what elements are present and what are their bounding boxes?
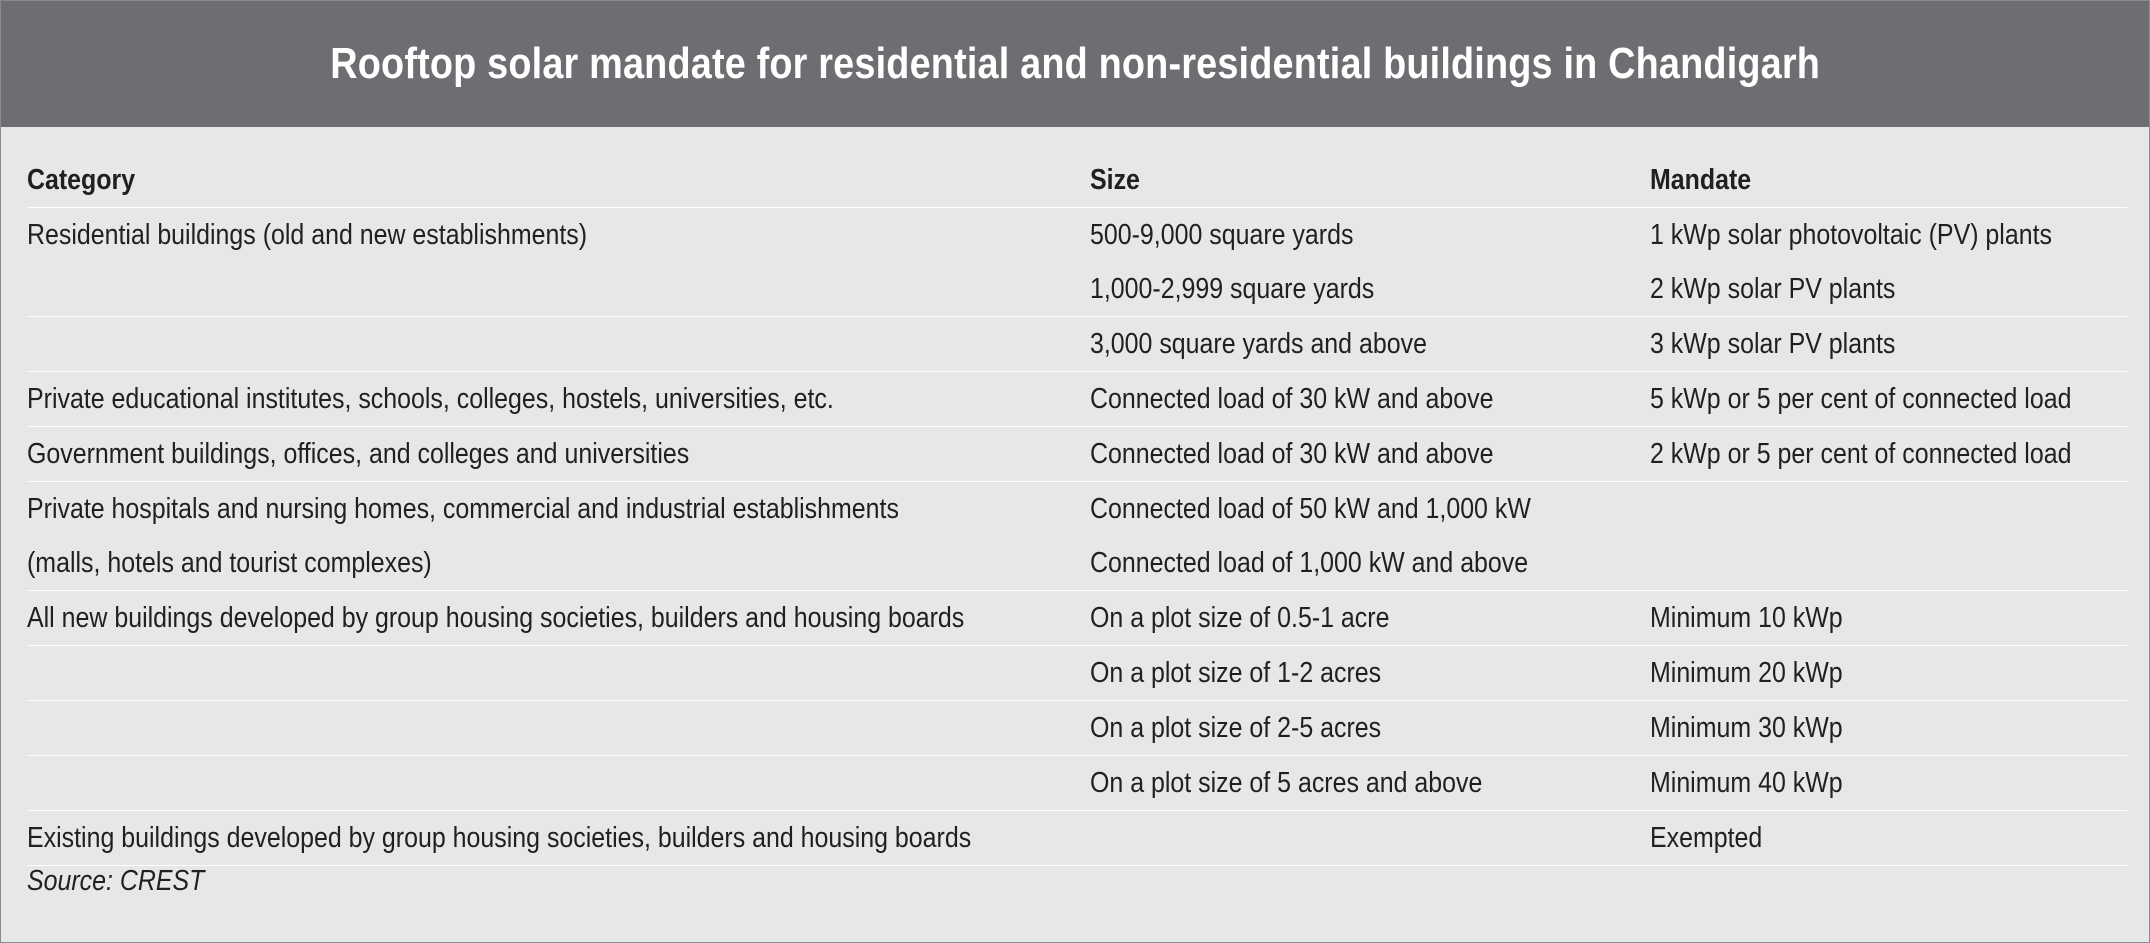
size-cell: On a plot size of 1-2 acres — [1090, 657, 1382, 689]
table-row — [27, 591, 2127, 646]
size-cell: 1,000-2,999 square yards — [1090, 273, 1375, 305]
mandate-cell: 1 kWp solar photovoltaic (PV) plants — [1650, 219, 2052, 251]
source-note: Source: CREST — [27, 865, 205, 897]
table-row — [27, 317, 2127, 372]
table-row — [27, 646, 2127, 701]
header-size: Size — [1090, 164, 1140, 196]
table-row — [27, 701, 2127, 756]
mandate-cell: Minimum 10 kWp — [1650, 602, 1843, 634]
size-cell: 500-9,000 square yards — [1090, 219, 1354, 251]
mandate-cell: 5 kWp or 5 per cent of connected load — [1650, 383, 2072, 415]
mandate-cell: Minimum 40 kWp — [1650, 767, 1843, 799]
mandate-cell: 2 kWp or 5 per cent of connected load — [1650, 438, 2072, 470]
size-cell: Connected load of 1,000 kW and above — [1090, 547, 1529, 579]
header-category: Category — [27, 164, 136, 196]
mandate-cell: Exempted — [1650, 822, 1763, 854]
mandate-cell: Minimum 20 kWp — [1650, 657, 1843, 689]
category-cell: Private hospitals and nursing homes, commercial and industrial establishments — [27, 493, 899, 525]
mandate-cell: 3 kWp solar PV plants — [1650, 328, 1896, 360]
table-title: Rooftop solar mandate for residential and non-residential buildings in Chandigarh — [330, 39, 1820, 88]
size-cell: 3,000 square yards and above — [1090, 328, 1427, 360]
size-cell: On a plot size of 2-5 acres — [1090, 712, 1382, 744]
size-cell: Connected load of 30 kW and above — [1090, 383, 1494, 415]
table-row — [27, 208, 2127, 262]
mandate-cell: 2 kWp solar PV plants — [1650, 273, 1896, 305]
header-mandate: Mandate — [1650, 164, 1752, 196]
table-row — [27, 482, 2127, 536]
category-cell: Government buildings, offices, and colleges and universities — [27, 438, 690, 470]
title-bar — [1, 1, 2149, 127]
category-cell: All new buildings developed by group housing societies, builders and housing boards — [27, 602, 965, 634]
size-cell: Connected load of 30 kW and above — [1090, 438, 1494, 470]
table-row — [27, 262, 2127, 317]
table-row — [27, 536, 2127, 591]
table-row — [27, 811, 2127, 866]
category-cell: Existing buildings developed by group housing societies, builders and housing boards — [27, 822, 972, 854]
table-header-row — [27, 153, 2127, 208]
mandate-table — [27, 153, 2127, 866]
size-cell: Connected load of 50 kW and 1,000 kW — [1090, 493, 1531, 525]
table-row — [27, 756, 2127, 811]
table-row — [27, 372, 2127, 427]
category-cell: (malls, hotels and tourist complexes) — [27, 547, 432, 579]
category-cell: Residential buildings (old and new establishments) — [27, 219, 588, 251]
size-cell: On a plot size of 0.5-1 acre — [1090, 602, 1390, 634]
mandate-cell: Minimum 30 kWp — [1650, 712, 1843, 744]
size-cell: On a plot size of 5 acres and above — [1090, 767, 1483, 799]
category-cell: Private educational institutes, schools, colleges, hostels, universities, etc. — [27, 383, 834, 415]
table-row — [27, 427, 2127, 482]
